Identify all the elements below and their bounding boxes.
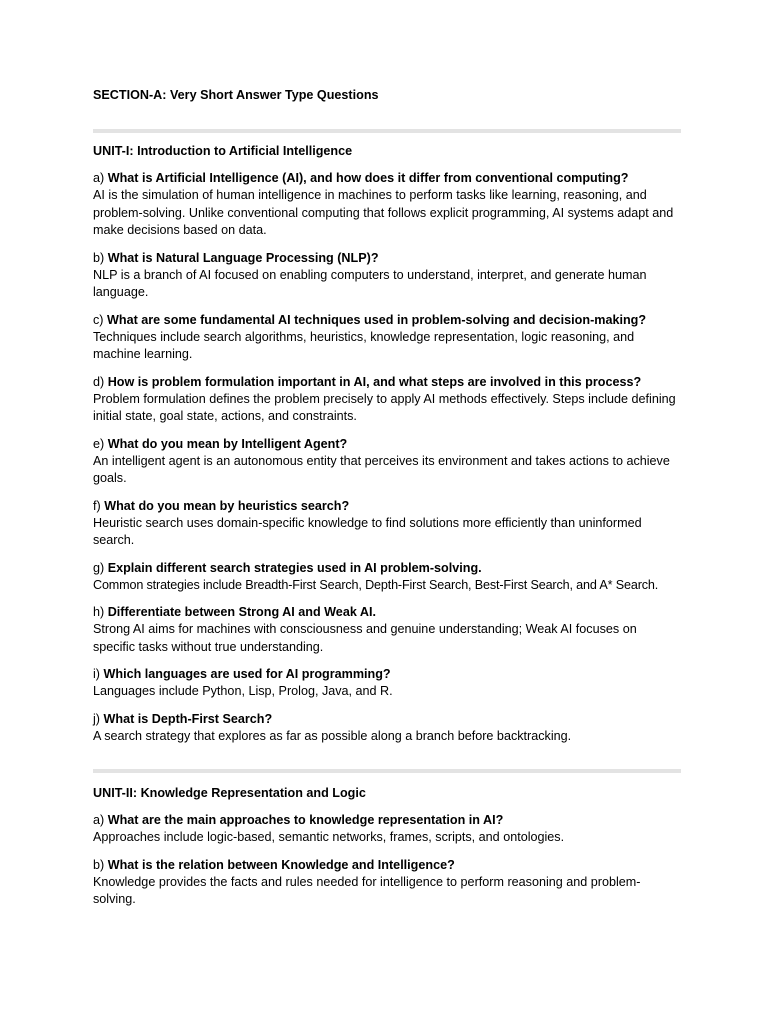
- answer: Problem formulation defines the problem precisely to apply AI methods effectively. Steps include defining initial state, goal state, actions, and constraints.: [93, 391, 676, 423]
- answer: Knowledge provides the facts and rules needed for intelligence to perform reasoning and problem-solving.: [93, 874, 641, 906]
- question: [93, 603, 681, 621]
- question-letter: c): [93, 312, 104, 327]
- question: [93, 710, 681, 728]
- question: [93, 665, 681, 683]
- qa-item: [93, 811, 681, 847]
- section-title: SECTION-A: Very Short Answer Type Questions: [93, 88, 379, 102]
- answer: Techniques include search algorithms, heuristics, knowledge representation, logic reasoning, and machine learning.: [93, 329, 635, 361]
- question: [93, 559, 681, 577]
- question-letter: d): [93, 374, 105, 389]
- qa-item: [93, 710, 681, 746]
- qa-item: [93, 311, 681, 364]
- question-letter: h): [93, 605, 105, 619]
- question-letter: i): [93, 667, 100, 681]
- divider-unit-2: [93, 769, 681, 773]
- answer: Heuristic search uses domain-specific knowledge to find solutions more efficiently than uninformed search.: [93, 515, 642, 547]
- qa-item: [93, 249, 681, 302]
- question-text: What is Natural Language Processing (NLP)?: [107, 250, 379, 265]
- answer: Approaches include logic-based, semantic networks, frames, scripts, and ontologies.: [93, 830, 565, 844]
- question-text: What do you mean by Intelligent Agent?: [107, 436, 348, 451]
- qa-item: [93, 856, 681, 909]
- question: [93, 169, 681, 187]
- question-text: How is problem formulation important in AI, and what steps are involved in this process?: [107, 374, 642, 389]
- answer: NLP is a branch of AI focused on enabling computers to understand, interpret, and generate human language.: [93, 267, 647, 299]
- answer: AI is the simulation of human intelligence in machines to perform tasks like learning, reasoning, and problem-solving. Unlike conventional computing that follows explicit programming, AI systems adapt and make decisions based on data.: [93, 188, 674, 237]
- qa-item: [93, 665, 681, 701]
- question: [93, 249, 681, 267]
- answer: Languages include Python, Lisp, Prolog, Java, and R.: [93, 684, 393, 698]
- question-text: What is Artificial Intelligence (AI), and how does it differ from conventional computing?: [107, 171, 629, 185]
- question-letter: e): [93, 436, 105, 451]
- question-text: What are the main approaches to knowledge representation in AI?: [107, 813, 504, 827]
- divider-unit-1: [93, 129, 681, 133]
- question: [93, 373, 681, 391]
- question-text: What is the relation between Knowledge and Intelligence?: [107, 857, 455, 872]
- question-letter: f): [93, 498, 101, 513]
- question-text: What are some fundamental AI techniques used in problem-solving and decision-making?: [107, 312, 647, 327]
- qa-item: [93, 373, 681, 426]
- qa-item: [93, 603, 681, 656]
- qa-item: [93, 559, 681, 595]
- unit-title: UNIT-I: Introduction to Artificial Intelligence: [93, 144, 353, 158]
- question-letter: b): [93, 857, 105, 872]
- unit-2: [93, 784, 681, 909]
- document-page: [93, 86, 681, 909]
- question: [93, 311, 681, 329]
- question-letter: g): [93, 560, 105, 575]
- answer: Strong AI aims for machines with consciousness and genuine understanding; Weak AI focuses on specific tasks without true understanding.: [93, 622, 637, 654]
- answer: A search strategy that explores as far as possible along a branch before backtracking.: [93, 728, 572, 743]
- question-text: Explain different search strategies used in AI problem-solving.: [107, 560, 482, 575]
- question: [93, 811, 681, 829]
- question: [93, 497, 681, 515]
- question-text: Differentiate between Strong AI and Weak AI.: [107, 605, 376, 619]
- question-text: What do you mean by heuristics search?: [104, 498, 350, 513]
- question-letter: j): [93, 711, 100, 726]
- question-letter: a): [93, 171, 105, 185]
- question-text: What is Depth-First Search?: [103, 711, 273, 726]
- unit-title: UNIT-II: Knowledge Representation and Logic: [93, 786, 366, 800]
- answer: Common strategies include Breadth-First Search, Depth-First Search, Best-First Search, and A* Search.: [93, 577, 659, 592]
- question-text: Which languages are used for AI programming?: [103, 667, 391, 681]
- question-letter: a): [93, 813, 105, 827]
- qa-item: [93, 435, 681, 488]
- question: [93, 856, 681, 874]
- unit-1: [93, 142, 681, 745]
- qa-item: [93, 169, 681, 240]
- qa-item: [93, 497, 681, 550]
- question-letter: b): [93, 250, 105, 265]
- question: [93, 435, 681, 453]
- answer: An intelligent agent is an autonomous entity that perceives its environment and takes actions to achieve goals.: [93, 453, 670, 485]
